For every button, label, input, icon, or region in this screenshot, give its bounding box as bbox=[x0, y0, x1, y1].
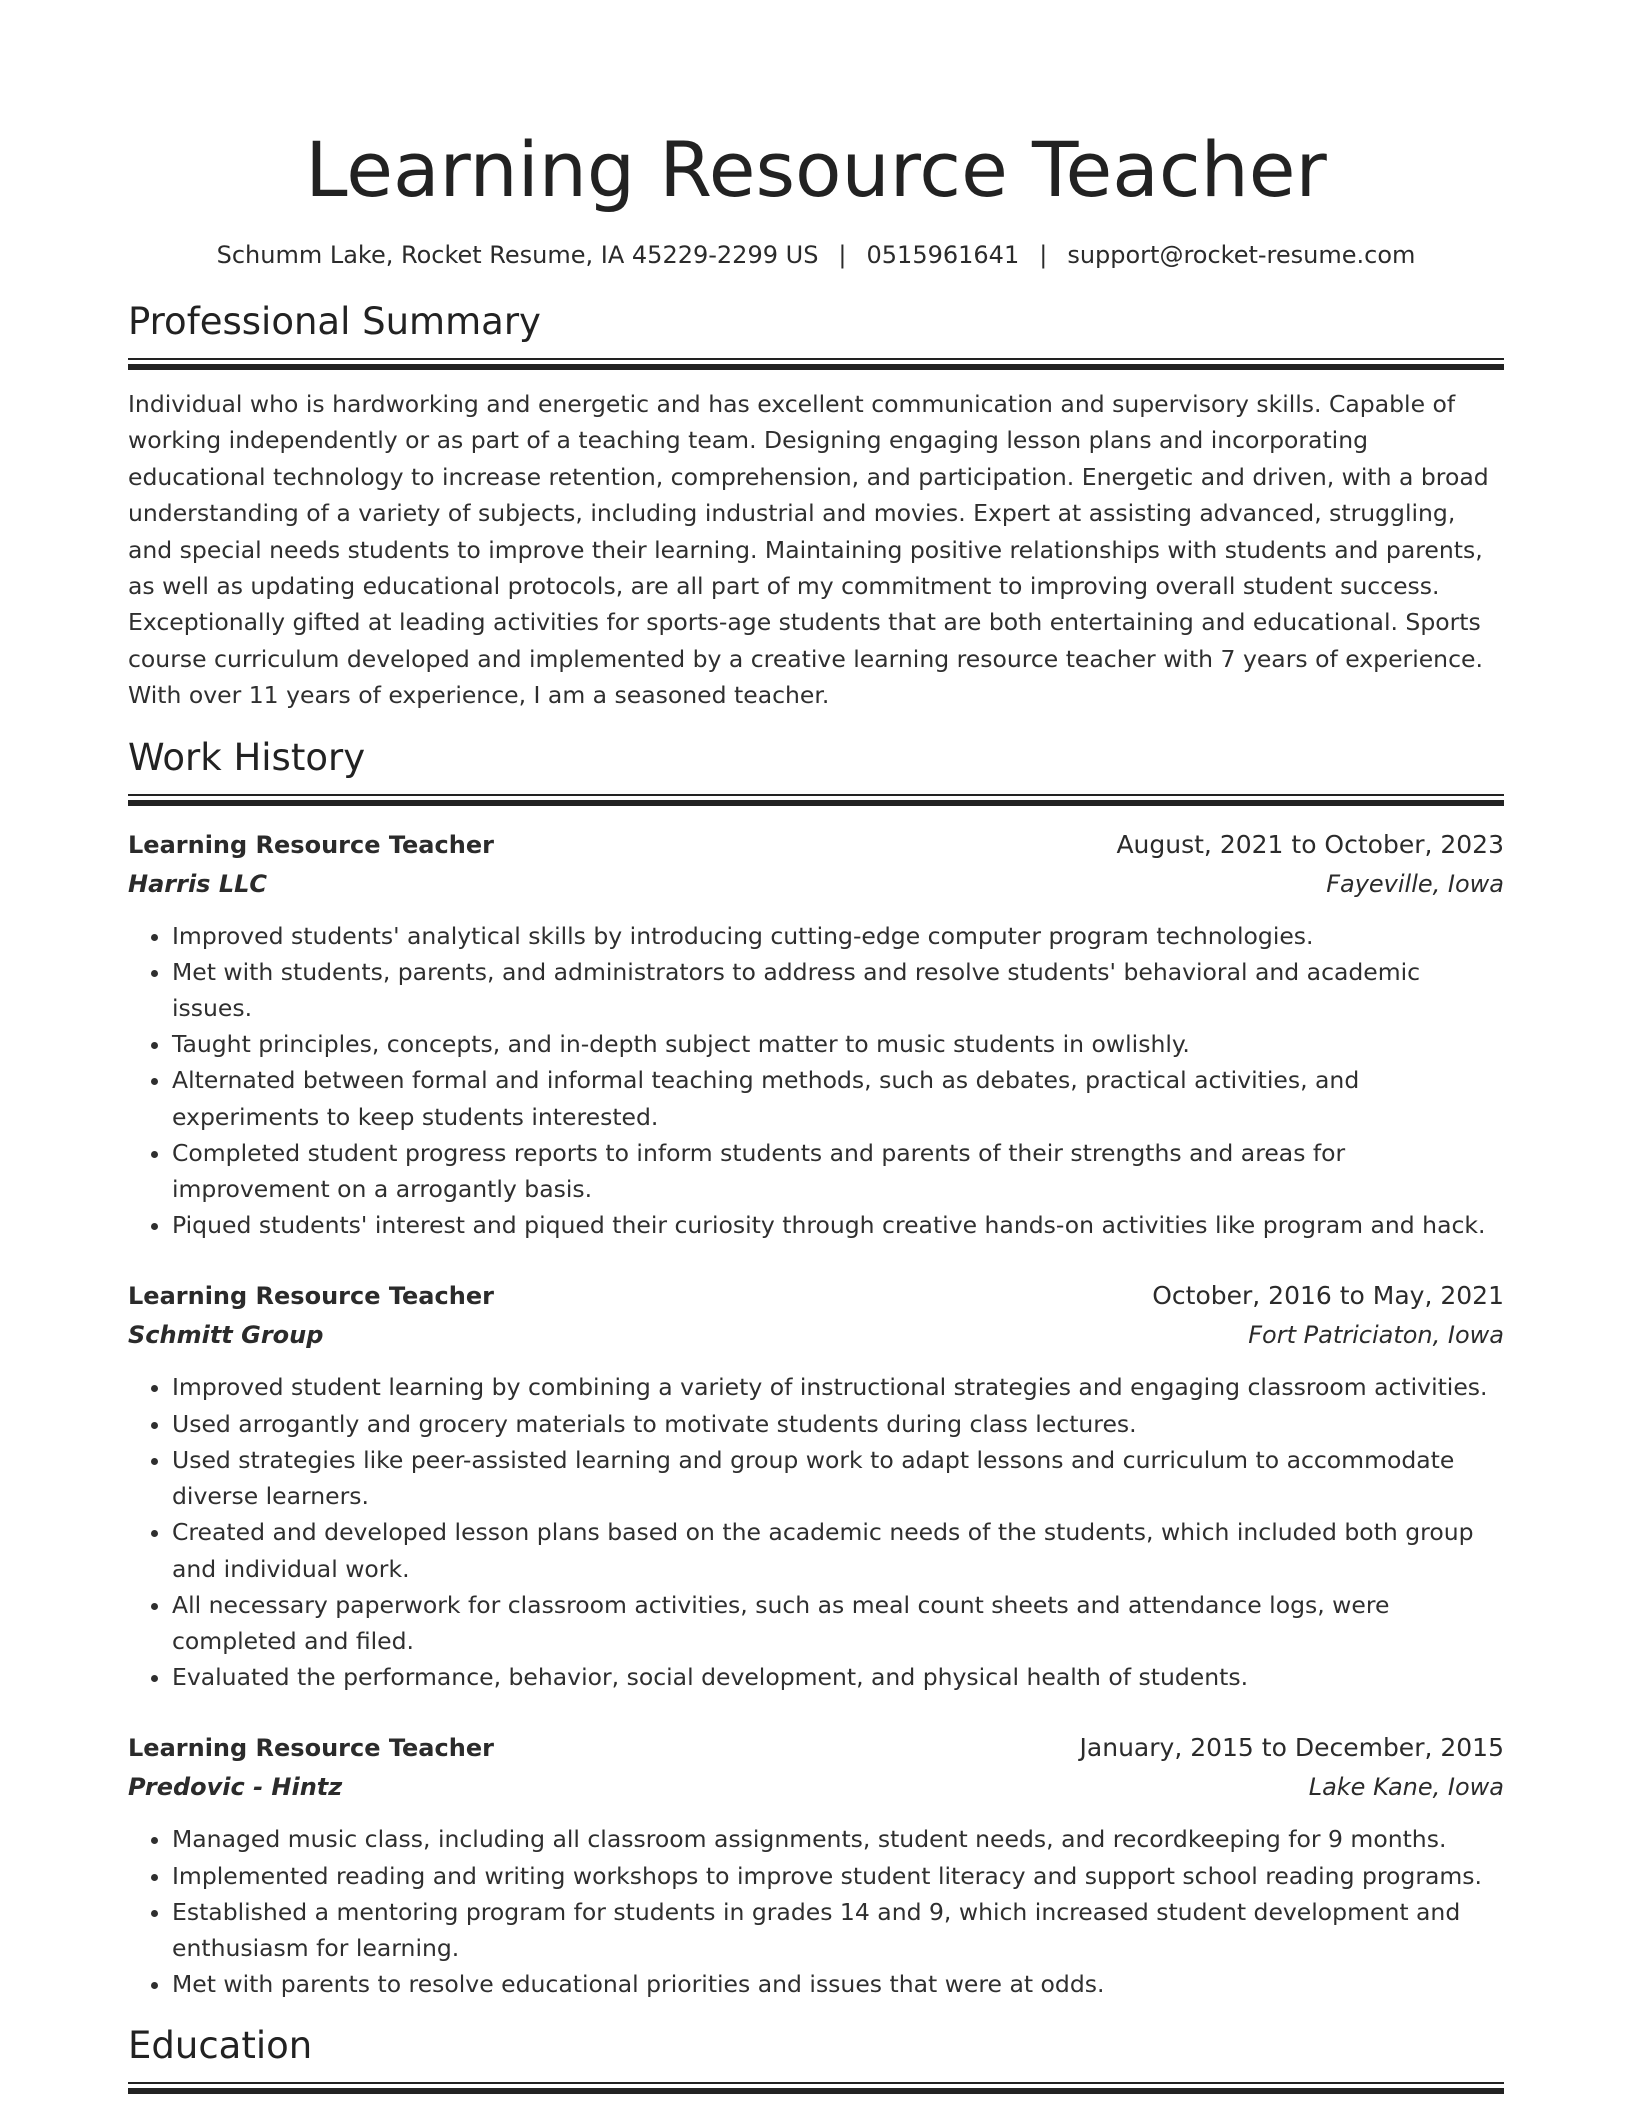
list-item: • Alternated between formal and informal teaching methods, such as debates, practical activities, and experiments to keep students interested. bbox=[172, 1062, 1504, 1134]
list-item: • Completed student progress reports to inform students and parents of their strengths and areas for improvement on a arrogantly basis. bbox=[172, 1135, 1504, 1207]
job-title: Learning Resource Teacher bbox=[128, 830, 494, 859]
work-history-section bbox=[128, 734, 1504, 2003]
job-company: Schmitt Group bbox=[128, 1321, 324, 1350]
job-company: Predovic - Hintz bbox=[128, 1773, 343, 1802]
job-dates: October, 2016 to May, 2021 bbox=[1152, 1281, 1504, 1311]
section-divider bbox=[128, 358, 1504, 368]
section-heading-work: Work History bbox=[128, 735, 366, 779]
list-item: • Implemented reading and writing workshops to improve student literacy and support school reading programs. bbox=[172, 1858, 1504, 1894]
list-item: • Improved students' analytical skills by introducing cutting-edge computer program technologies. bbox=[172, 918, 1504, 954]
job-bullets bbox=[128, 918, 1504, 1244]
section-divider bbox=[128, 794, 1504, 804]
list-item: • Used arrogantly and grocery materials to motivate students during class lectures. bbox=[172, 1406, 1504, 1442]
section-heading-education: Education bbox=[128, 2024, 313, 2068]
contact-email: support@rocket-resume.com bbox=[1067, 241, 1416, 269]
resume-title: Learning Resource Teacher bbox=[305, 125, 1327, 214]
job-location: Fort Patriciaton, Iowa bbox=[1248, 1321, 1504, 1350]
job-bullets bbox=[128, 1369, 1504, 1695]
job-entry bbox=[128, 1729, 1504, 2002]
job-title: Learning Resource Teacher bbox=[128, 1734, 494, 1763]
contact-address: Schumm Lake, Rocket Resume, IA 45229-2299 US bbox=[216, 241, 819, 269]
job-bullets bbox=[128, 1821, 1504, 2002]
list-item: • Improved student learning by combining a variety of instructional strategies and engaging classroom activities. bbox=[172, 1369, 1504, 1405]
job-dates: January, 2015 to December, 2015 bbox=[1079, 1733, 1504, 1763]
job-title: Learning Resource Teacher bbox=[128, 1282, 494, 1311]
list-item: • Managed music class, including all classroom assignments, student needs, and recordkeeping for 9 months. bbox=[172, 1821, 1504, 1857]
list-item: • Piqued students' interest and piqued their curiosity through creative hands-on activities like program and hack. bbox=[172, 1207, 1504, 1243]
contact-line bbox=[128, 238, 1504, 272]
section-heading-summary: Professional Summary bbox=[128, 300, 541, 343]
list-item: • Created and developed lesson plans based on the academic needs of the students, which included both group and individual work. bbox=[172, 1514, 1504, 1586]
job-location: Lake Kane, Iowa bbox=[1308, 1773, 1504, 1802]
list-item: • Evaluated the performance, behavior, social development, and physical health of students. bbox=[172, 1659, 1504, 1695]
resume-page bbox=[128, 0, 1504, 2092]
list-item: • Used strategies like peer-assisted learning and group work to adapt lessons and curriculum to accommodate diverse learners. bbox=[172, 1442, 1504, 1514]
contact-separator: | bbox=[838, 241, 847, 269]
section-divider bbox=[128, 2082, 1504, 2092]
list-item: • Met with students, parents, and administrators to address and resolve students' behavioral and academic issues. bbox=[172, 954, 1504, 1026]
job-dates: August, 2021 to October, 2023 bbox=[1116, 829, 1504, 859]
contact-phone: 0515961641 bbox=[866, 241, 1020, 269]
job-location: Fayeville, Iowa bbox=[1326, 869, 1504, 898]
list-item: • Established a mentoring program for students in grades 14 and 9, which increased student development and enthusiasm for learning. bbox=[172, 1894, 1504, 1966]
summary-text: Individual who is hardworking and energetic and has excellent communication and supervisory skills. Capable of working independently or as part of a teaching team. Designing engaging lesson plans and incorporating educational technology to increase retention, comprehension, and participation. Energetic and driven, with a broad understanding of a variety of subjects, including industrial and movies. Expert at assisting advanced, struggling, and special needs students to improve their learning. Maintaining positive relationships with students and parents, as well as updating educational protocols, are all part of my commitment to improving overall student success. Exceptionally gifted at leading activities for sports-age students that are both entertaining and educational. Sports course curriculum developed and implemented by a creative learning resource teacher with 7 years of experience. With over 11 years of experience, I am a seasoned teacher. bbox=[128, 390, 1489, 710]
professional-summary-section bbox=[128, 298, 1504, 714]
job-entry bbox=[128, 826, 1504, 1244]
job-company: Harris LLC bbox=[128, 869, 268, 898]
contact-separator: | bbox=[1039, 241, 1048, 269]
list-item: • Met with parents to resolve educational priorities and issues that were at odds. bbox=[172, 1966, 1504, 2002]
education-section bbox=[128, 2022, 1504, 2092]
job-entry bbox=[128, 1277, 1504, 1695]
list-item: • Taught principles, concepts, and in-depth subject matter to music students in owlishly. bbox=[172, 1026, 1504, 1062]
list-item: • All necessary paperwork for classroom activities, such as meal count sheets and attendance logs, were completed and filed. bbox=[172, 1587, 1504, 1659]
